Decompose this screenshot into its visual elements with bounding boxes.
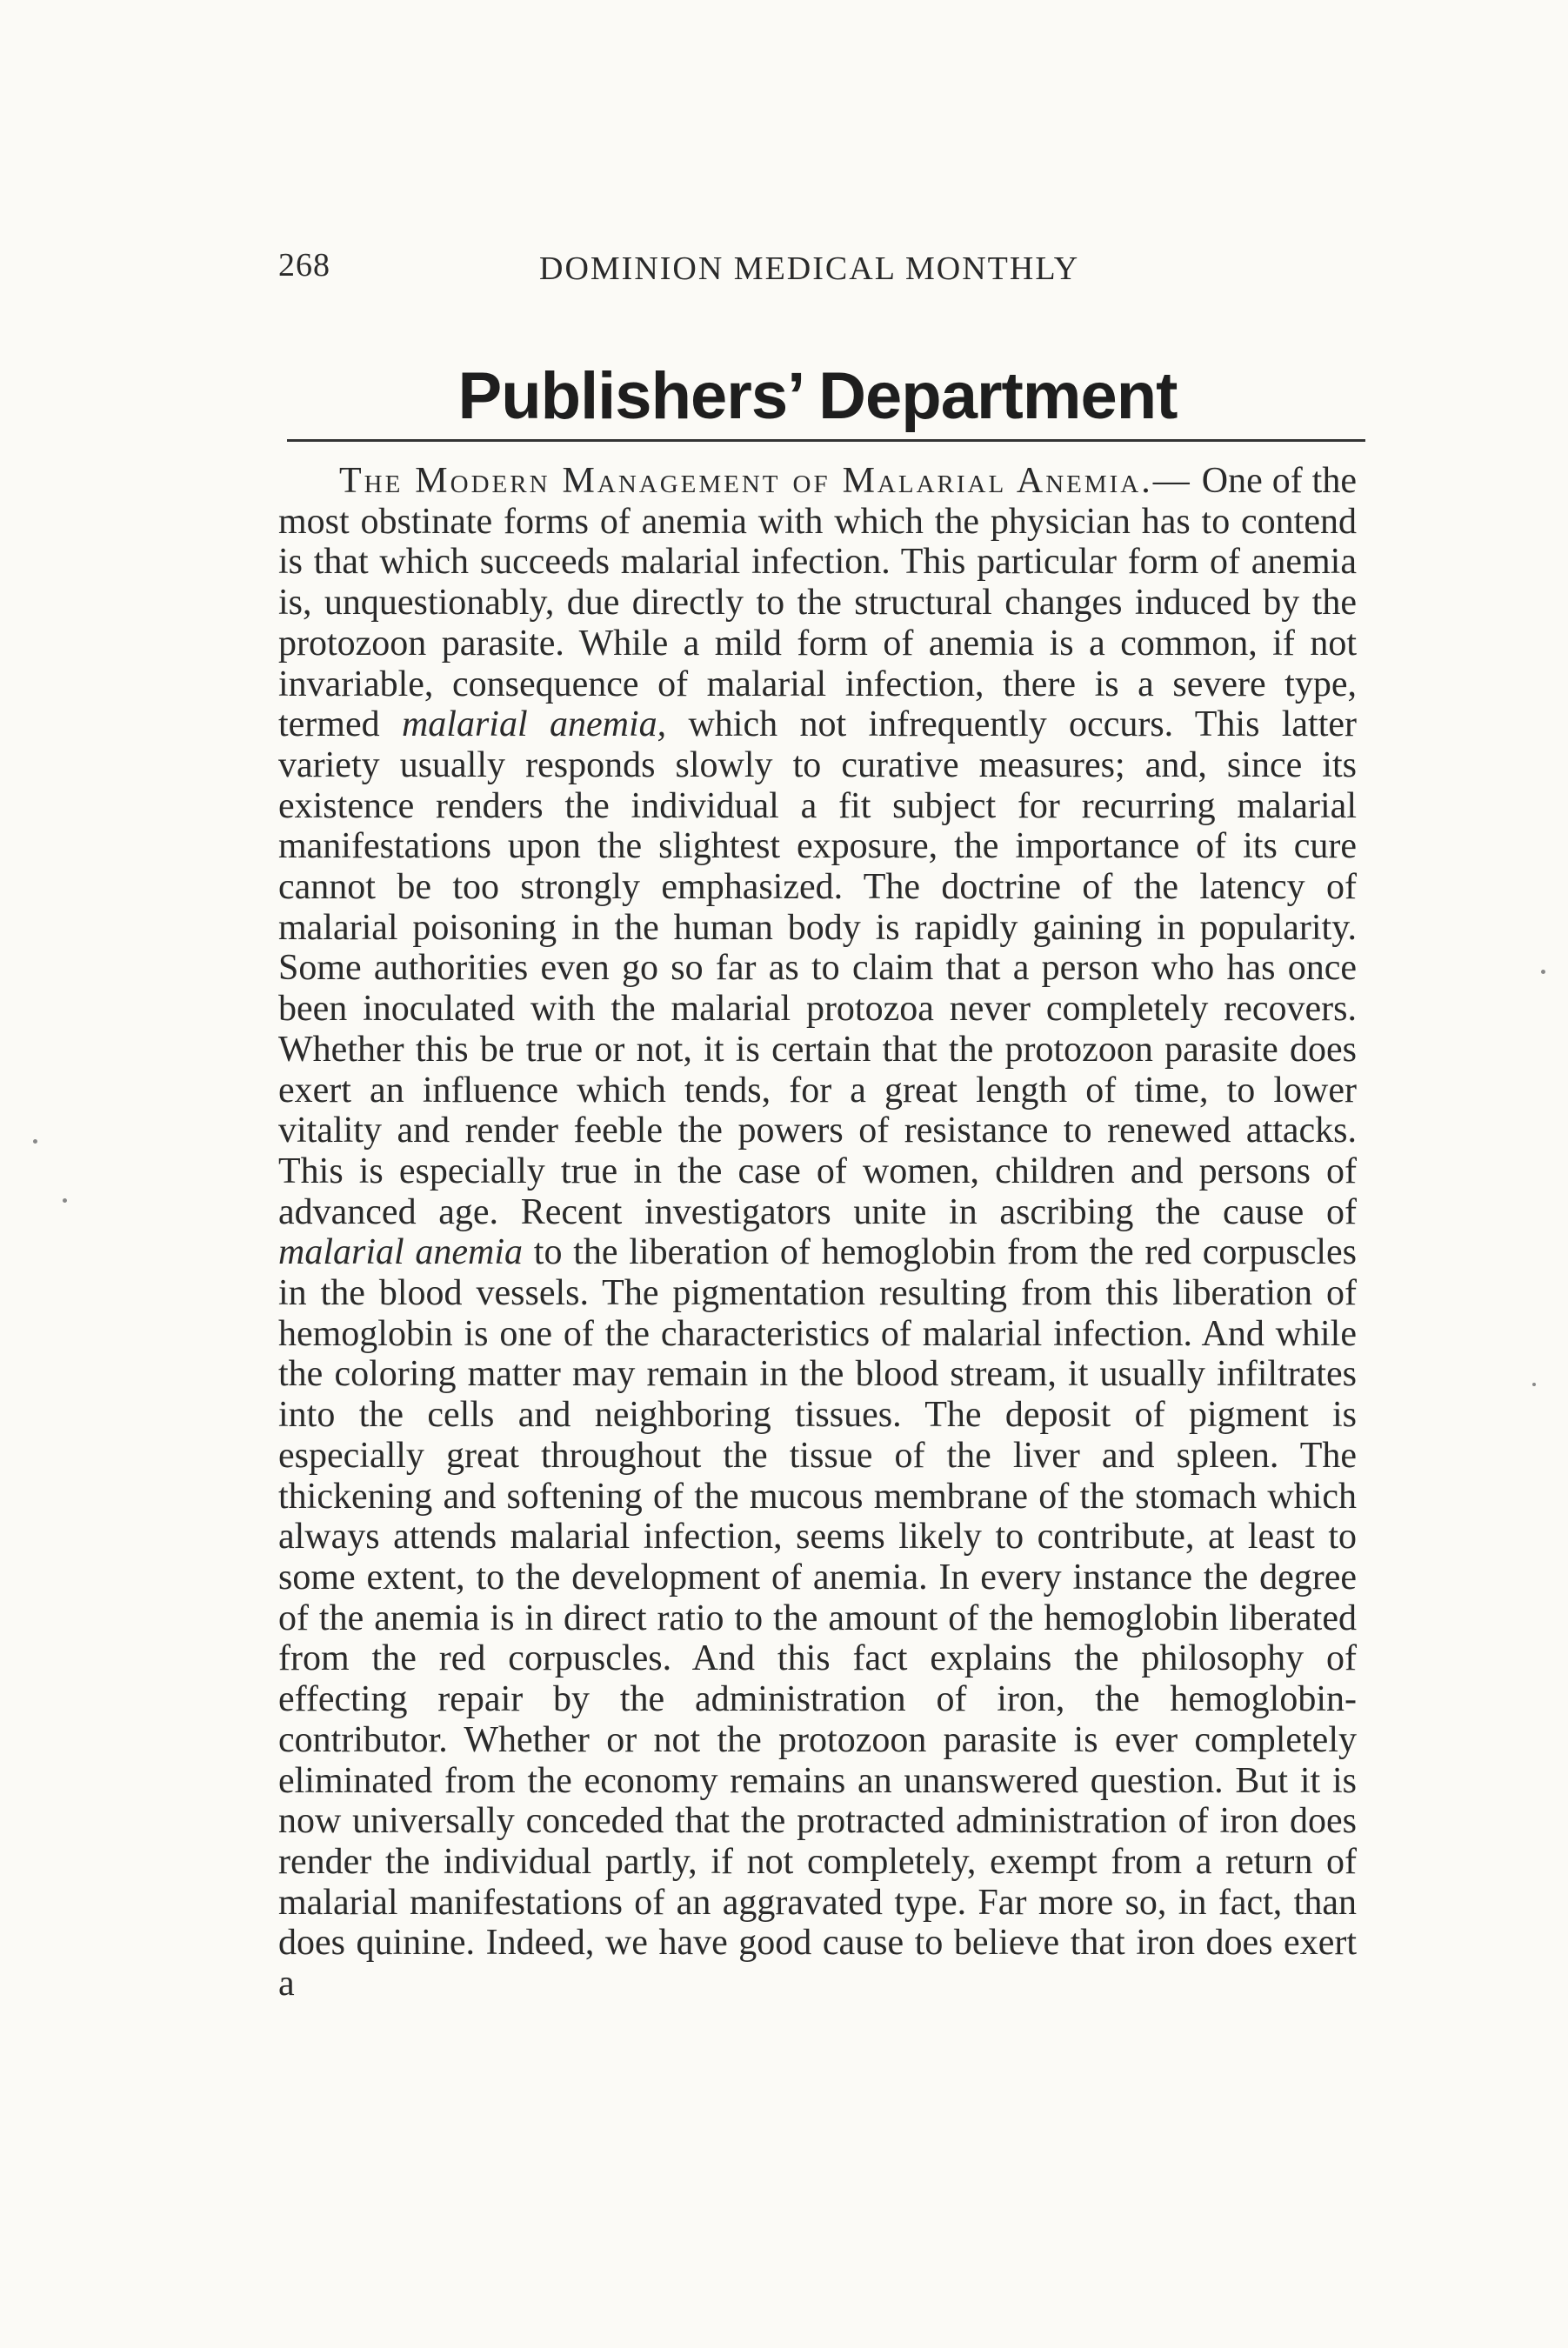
heading-rule xyxy=(287,439,1365,442)
journal-title: DOMINION MEDICAL MONTHLY xyxy=(539,250,1080,287)
running-head xyxy=(278,246,1357,298)
article-body xyxy=(278,461,1357,2004)
article-emphasis-2: malarial anemia xyxy=(278,1232,524,1273)
scan-speck xyxy=(1541,970,1545,974)
scan-speck xyxy=(33,1139,37,1144)
scan-speck xyxy=(63,1198,67,1203)
article-text-3: to the liberation of hemoglobin from the red corpuscles in the blood vessels. The pigmentation resulting from this liberation of hemoglobin is one of the characteristics of malarial infection. And while the coloring matter may remain in the blood stream, it usually infiltrates into the cells and neighboring tissues. The deposit of pigment is especially great throughout the tissue of the liver and spleen. The thickening and softening of the mucous membrane of the stomach which always attends malarial infection, seems likely to contribute, at least to some extent, to the development of anemia. In every instance the degree of the anemia is in direct ratio to the amount of the hemoglobin liberated from the red corpuscles. And this fact explains the philosophy of effecting repair by the administration of iron, the hemoglobin-contributor. Whether or not the protozoon parasite is ever completely eliminated from the economy remains an unanswered question. But it is now universally conceded that the protracted administration of iron does render the individual partly, if not completely, exempt from a return of malarial manifestations of an aggravated type. Far more so, in fact, than does quinine. Indeed, we have good cause to believe that iron does exert a xyxy=(278,1232,1358,2004)
article-title: The Modern Management of Malarial Anemia.— xyxy=(339,461,1192,501)
scan-speck xyxy=(1532,1383,1536,1386)
section-heading: Publishers’ Department xyxy=(457,359,1178,433)
page-number: 268 xyxy=(278,247,330,283)
article-text-2: which not infrequently occurs. This latter variety usually responds slowly to curative measures; and, since its existence renders the individual a fit subject for recurring malarial manifestations upon the slightest exposure, the importance of its cure cannot be too strongly emphasized. The doctrine of the latency of malarial poisoning in the human body is rapidly gaining in popularity. Some authorities even go so far as to claim that a person who has once been inoculated with the malarial protozoa never completely recovers. Whether this be true or not, it is certain that the protozoon parasite does exert an influence which tends, for a great length of time, to lower vitality and render feeble the powers of resistance to renewed attacks. This is especially true in the case of women, children and persons of advanced age. Recent investigators unite in ascribing the cause of xyxy=(278,704,1358,1232)
article-emphasis-1: malarial anemia, xyxy=(401,704,667,745)
article-text-1: One of the most obstinate forms of anemia with which the physician has to contend is that which succeeds malarial infection. This particular form of anemia is, unquestionably, due directly to the structural changes induced by the protozoon parasite. While a mild form of anemia is a common, if not invariable, consequence of malarial infection, there is a severe type, termed xyxy=(278,461,1357,745)
